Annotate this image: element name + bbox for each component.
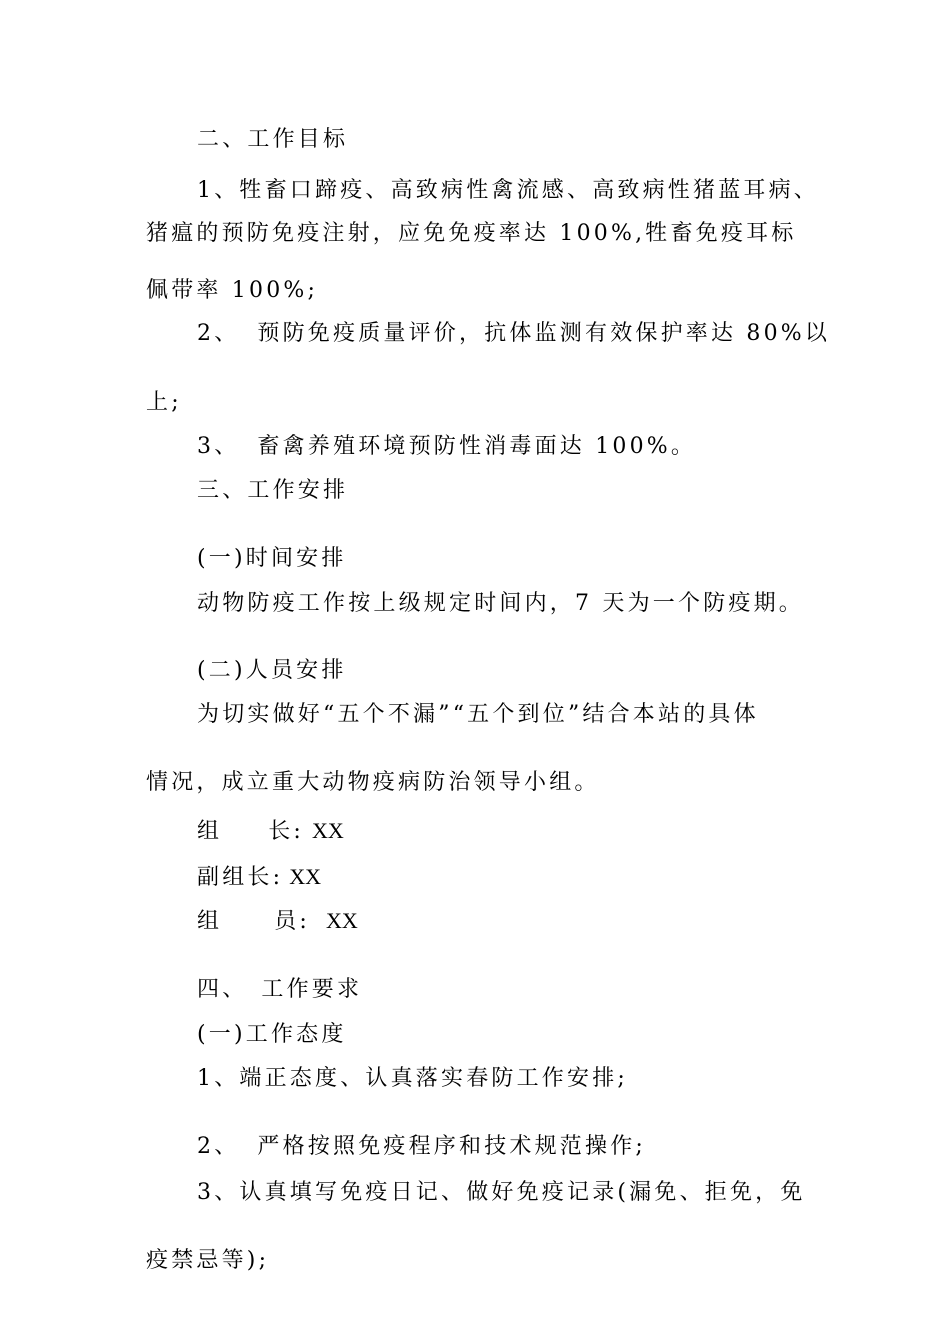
section-4-number: 四、	[197, 977, 248, 1002]
requirement-3-line-1: 3、认真填写免疫日记、做好免疫记录(漏免、拒免，免	[197, 1180, 806, 1205]
goal-3-number: 3、	[197, 434, 240, 459]
goal-1-line-2: 猪瘟的预防免疫注射，应免免疫率达 100%,牲畜免疫耳标	[146, 221, 797, 246]
section-4-title: 工作要求	[261, 977, 363, 1002]
leader-label-second-char: 长:	[268, 819, 305, 844]
staff-arrangement-line-1: 为切实做好“五个不漏”“五个到位”结合本站的具体	[197, 702, 759, 727]
requirement-2-number: 2、	[197, 1134, 240, 1159]
goal-2-text: 预防免疫质量评价，抗体监测有效保护率达 80%以	[257, 321, 831, 346]
goal-3-line	[197, 432, 696, 462]
section-heading-work-requirements	[197, 975, 362, 1005]
leader-row	[197, 816, 344, 847]
deputy-leader-row	[197, 862, 321, 893]
section-heading-work-arrangement: 三、工作安排	[197, 478, 349, 503]
leader-label-first-char: 组	[197, 819, 223, 844]
goal-2-line-2: 上;	[146, 390, 182, 415]
goal-1-line-1: 1、牲畜口蹄疫、高致病性禽流感、高致病性猪蓝耳病、	[197, 178, 819, 203]
requirement-3-line-2: 疫禁忌等);	[146, 1248, 270, 1273]
deputy-leader-name: XX	[289, 864, 321, 889]
staff-arrangement-line-2: 情况，成立重大动物疫病防治领导小组。	[146, 770, 600, 795]
section-heading-work-goals: 二、工作目标	[197, 127, 349, 152]
goal-2-number: 2、	[197, 321, 240, 346]
deputy-leader-label: 副组长:	[197, 865, 284, 890]
member-label-second-char: 员:	[274, 909, 311, 934]
member-label-first-char: 组	[197, 909, 223, 934]
goal-2-line-1	[197, 319, 830, 349]
time-arrangement-text: 动物防疫工作按上级规定时间内，7 天为一个防疫期。	[197, 591, 804, 616]
requirement-2-text: 严格按照免疫程序和技术规范操作;	[257, 1134, 647, 1159]
goal-3-text: 畜禽养殖环境预防性消毒面达 100%。	[257, 434, 697, 459]
subheading-staff-arrangement: (二)人员安排	[197, 658, 347, 683]
requirement-1: 1、端正态度、认真落实春防工作安排;	[197, 1066, 629, 1091]
requirement-2	[197, 1132, 646, 1162]
subheading-work-attitude: (一)工作态度	[197, 1022, 347, 1047]
leader-name: XX	[312, 818, 344, 843]
member-name: XX	[326, 908, 358, 933]
goal-1-line-3: 佩带率 100%;	[146, 278, 319, 303]
subheading-time-arrangement: (一)时间安排	[197, 546, 347, 571]
member-row	[197, 906, 358, 937]
